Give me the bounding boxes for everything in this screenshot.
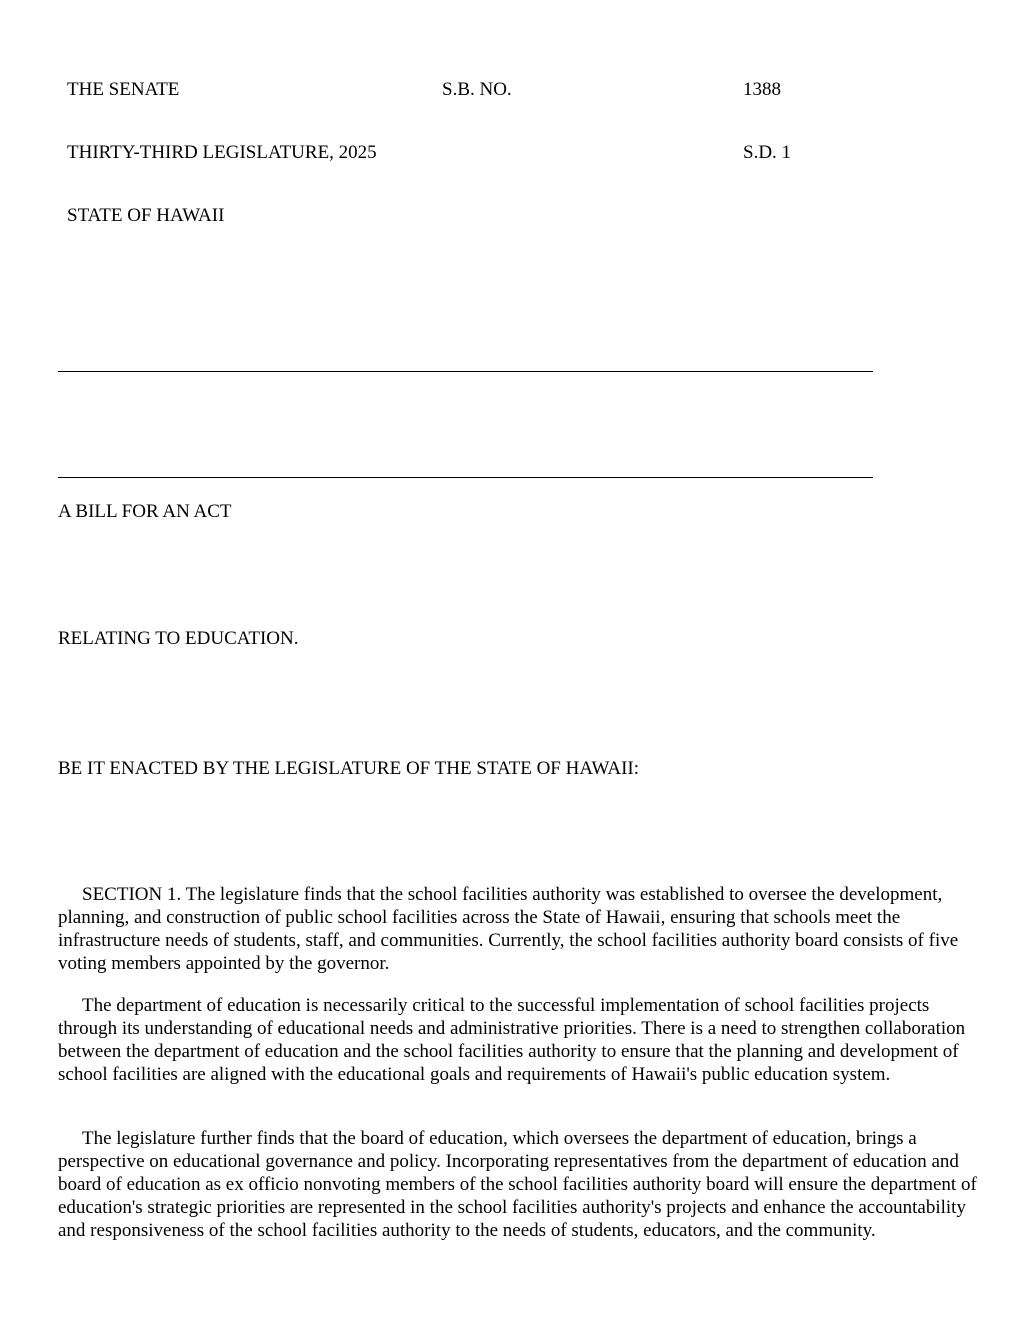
bill-number: 1388 [743,79,781,100]
chamber-label: THE SENATE [67,79,180,100]
legislature-label: THIRTY-THIRD LEGISLATURE, 2025 [67,142,377,163]
section-1-paragraph-1: SECTION 1. The legislature finds that the school facilities authority was established to oversee the development, planning, and construction of public school facilities across the State of Hawaii, ensuring that schools meet the infrastructure needs of students, staff, and communities. Currently, the school facilities authority board consists of five voting members appointed by the governor. [58,884,959,974]
bottom-divider [58,477,873,478]
section-1-paragraph-3: The legislature further finds that the board of education, which oversees the department of education, brings a perspective on educational governance and policy. Incorporating representatives from the department of education and board of education as ex officio nonvoting members of the school facilities authority board will ensure the department of education's strategic priorities are represented in the school facilities authority's projects and enhance the accountability and responsiveness of the school facilities authority to the needs of students, educators, and the community. [58,1128,977,1241]
section-1-paragraph-2: The department of education is necessarily critical to the successful implementation of school facilities projects through its understanding of educational needs and administrative priorities. There is a need to strengthen collaboration between the department of education and the school facilities authority to ensure that the planning and development of school facilities are aligned with the educational goals and requirements of Hawaii's public education system. [58,995,966,1085]
bill-number-label: S.B. NO. [442,79,512,100]
relating-to-title: RELATING TO EDUCATION. [58,628,299,649]
top-divider [58,371,873,372]
enacting-clause: BE IT ENACTED BY THE LEGISLATURE OF THE STATE OF HAWAII: [58,758,640,779]
bill-for-act-heading: A BILL FOR AN ACT [58,501,232,522]
state-label: STATE OF HAWAII [67,205,225,226]
draft-label: S.D. 1 [743,142,792,163]
